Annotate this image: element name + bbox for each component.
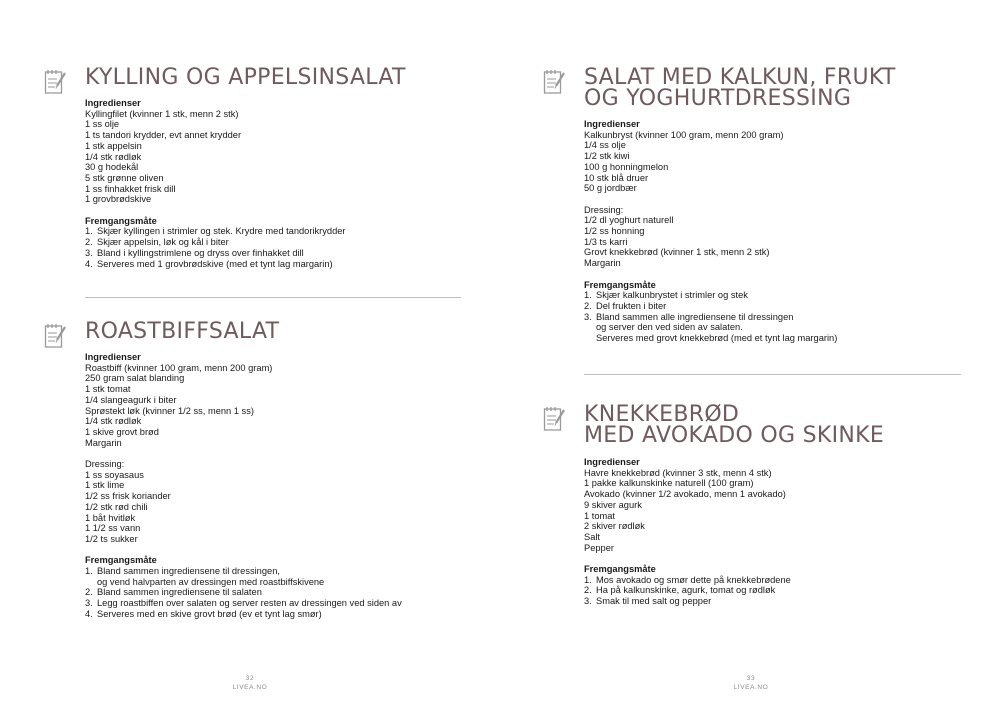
ingredient: 1 pakke kalkunskinke naturell (100 gram) (584, 478, 754, 489)
step: 1. Mos avokado og smør dette på knekkebrødene (584, 574, 791, 585)
ingredient: 1/2 stk kiwi (584, 151, 630, 162)
step: 3. Bland sammen alle ingrediensene til dressingen og server den ved siden av salaten. Serveres med grovt knekkebrød (med et tynt lag margarin) (584, 311, 838, 344)
step: 3. Bland i kyllingstrimlene og dryss over finhakket dill (85, 247, 304, 258)
recipe-notepad-icon (44, 321, 68, 351)
ingredient: Salt (584, 531, 601, 542)
ingredients-heading: Ingredienser (85, 352, 141, 362)
dressing-heading: Dressing: (584, 204, 624, 215)
steps-heading: Fremgangsmåte (584, 564, 656, 575)
recipe-notepad-icon (543, 404, 567, 434)
recipe-title: ROASTBIFFSALAT (85, 319, 280, 344)
dressing-item: 1 1/2 ss vann (85, 523, 141, 534)
step: 2. Bland sammen ingrediensene til salaten (85, 587, 262, 598)
recipe-body (85, 98, 346, 269)
step: 3. Legg roastbiffen over salaten og server resten av dressingen ved siden av (85, 598, 402, 609)
recipe-title: KYLLING OG APPELSINSALAT (85, 65, 406, 90)
ingredient: 1/4 stk rødløk (85, 151, 142, 162)
ingredient: 5 stk grønne oliven (85, 172, 164, 183)
ingredient: 50 g jordbær (584, 183, 637, 194)
step: 4. Serveres med en skive grovt brød (ev et tynt lag smør) (85, 608, 322, 619)
ingredient: 2 skiver rødløk (584, 521, 645, 532)
step: 1. Skjær kalkunbrystet i strimler og stek (584, 290, 748, 301)
page-number: 33 (746, 675, 756, 682)
ingredients-heading: Ingredienser (584, 457, 640, 467)
step: 2. Skjær appelsin, løk og kål i biter (85, 237, 229, 248)
page-number: 32 (245, 675, 255, 682)
ingredient: 1 stk appelsin (85, 140, 142, 151)
dressing-item: 1/3 ts karri (584, 236, 628, 247)
recipe-title: SALAT MED KALKUN, FRUKT OG YOGHURTDRESSING (584, 65, 896, 111)
ingredient: Avokado (kvinner 1/2 avokado, menn 1 avokado) (584, 489, 786, 500)
ingredients-heading: Ingredienser (85, 98, 141, 108)
ingredient: Kyllingfilet (kvinner 1 stk, menn 2 stk) (85, 108, 239, 119)
dressing-item: 1/2 dl yoghurt naturell (584, 215, 674, 226)
step: 1. Bland sammen ingrediensene til dressingen, og vend halvparten av dressingen med roastbiffskivene (85, 566, 325, 587)
ingredient: 100 g honningmelon (584, 161, 669, 172)
section-divider (584, 374, 961, 375)
dressing-item: 1/2 ss frisk koriander (85, 491, 171, 502)
ingredient: 1 ss olje (85, 119, 120, 130)
ingredient: 250 gram salat blanding (85, 373, 185, 384)
ingredient: Havre knekkebrød (kvinner 3 stk, menn 4 stk) (584, 467, 772, 478)
dressing-item: 1/2 ts sukker (85, 533, 138, 544)
ingredient: Margarin (85, 437, 122, 448)
ingredient: Pepper (584, 542, 614, 553)
steps-heading: Fremgangsmåte (584, 279, 656, 290)
ingredient: Kalkunbryst (kvinner 100 gram, menn 200 gram) (584, 129, 784, 140)
step: 1. Skjær kyllingen i strimler og stek. Krydre med tandorikrydder (85, 226, 346, 237)
step: 3. Smak til med salt og pepper (584, 596, 712, 607)
ingredient: 1/4 slangeagurk i biter (85, 394, 177, 405)
ingredient: 1 skive grovt brød (85, 426, 159, 437)
dressing-item: 1/2 stk rød chili (85, 501, 148, 512)
page-footer (220, 674, 280, 692)
ingredients-heading: Ingredienser (584, 119, 640, 129)
ingredient: 9 skiver agurk (584, 499, 642, 510)
recipe-body (584, 457, 791, 607)
step: 4. Serveres med 1 grovbrødskive (med et tynt lag margarin) (85, 258, 333, 269)
dressing-item: 1 stk lime (85, 480, 125, 491)
dressing-heading: Dressing: (85, 459, 125, 470)
dressing-item: 1/2 ss honning (584, 226, 645, 237)
recipe-notepad-icon (543, 67, 567, 97)
ingredient: 30 g hodekål (85, 162, 139, 173)
step: 2. Del frukten i biter (584, 300, 667, 311)
section-divider (85, 297, 461, 298)
ingredient: 10 stk blå druer (584, 172, 649, 183)
ingredient: Roastbiff (kvinner 100 gram, menn 200 gram) (85, 362, 273, 373)
ingredient: 1/4 stk rødløk (85, 416, 142, 427)
ingredient: 1 ss finhakket frisk dill (85, 183, 176, 194)
recipe-body (85, 352, 402, 620)
recipe-notepad-icon (44, 67, 68, 97)
site-name: LIVEA.NO (733, 684, 769, 691)
ingredient: Sprøstekt løk (kvinner 1/2 ss, menn 1 ss) (85, 405, 254, 416)
dressing-item: 1 ss soyasaus (85, 469, 144, 480)
page-footer (721, 674, 781, 692)
dressing-item: Margarin (584, 258, 621, 269)
dressing-item: Grovt knekkebrød (kvinner 1 stk, menn 2 stk) (584, 247, 770, 258)
ingredient: 1/4 ss olje (584, 140, 626, 151)
step: 2. Ha på kalkunskinke, agurk, tomat og rødløk (584, 585, 776, 596)
steps-heading: Fremgangsmåte (85, 555, 157, 566)
steps-heading: Fremgangsmåte (85, 215, 157, 226)
ingredient: 1 tomat (584, 510, 616, 521)
ingredient: 1 ts tandori krydder, evt annet krydder (85, 130, 242, 141)
ingredient: 1 grovbrødskive (85, 194, 152, 205)
site-name: LIVEA.NO (232, 684, 268, 691)
recipe-title: KNEKKEBRØD MED AVOKADO OG SKINKE (584, 402, 885, 448)
dressing-item: 1 båt hvitløk (85, 512, 136, 523)
recipe-body (584, 119, 837, 344)
ingredient: 1 stk tomat (85, 384, 131, 395)
